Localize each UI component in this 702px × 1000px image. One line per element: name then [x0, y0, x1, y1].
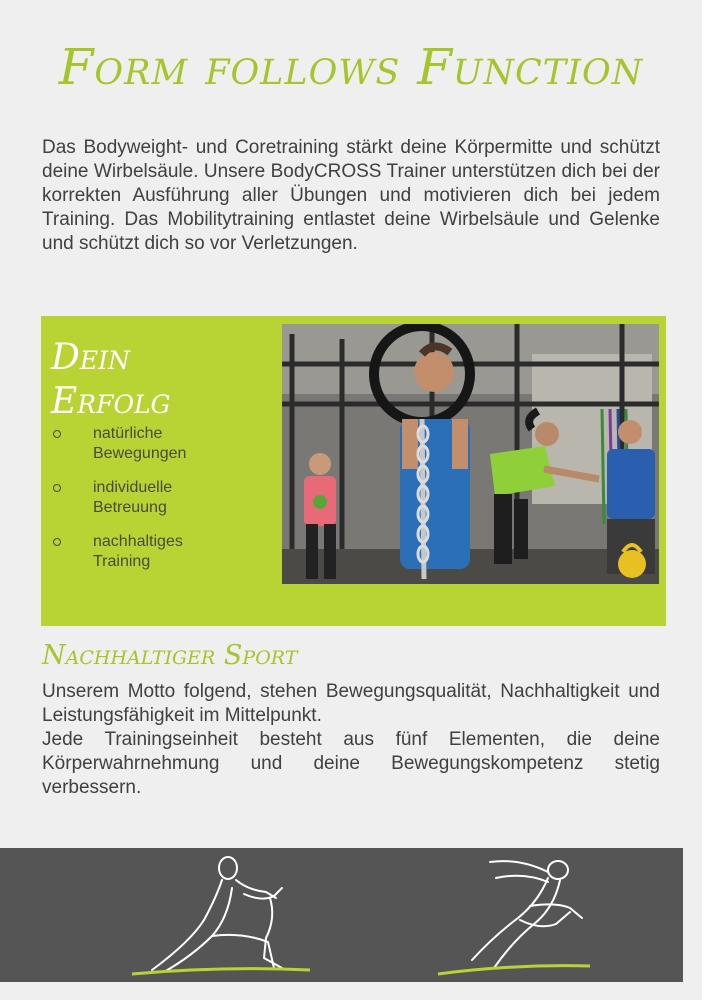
- section-paragraph-2: Jede Trainingseinheit besteht aus fünf Elementen, die deine Körperwahrnehmung und deine Bewegungskompetenz stetig verbessern.: [42, 729, 660, 798]
- list-item: [51, 478, 271, 518]
- success-heading-line1: Dein: [51, 337, 130, 378]
- athlete-figures: [0, 848, 683, 982]
- ground-line-icon: [132, 969, 310, 974]
- success-box: [41, 316, 666, 626]
- bullet-line2: Training: [93, 553, 151, 570]
- bullet-line1: natürliche: [93, 425, 163, 442]
- section-paragraph-1: Unserem Motto folgend, stehen Bewegungsqualität, Nachhaltigkeit und Leistungsfähigkeit im Mittelpunkt.: [42, 681, 660, 726]
- gym-training-photo: [282, 324, 659, 584]
- bullet-circle-icon: [53, 484, 61, 492]
- bullet-line2: Betreuung: [93, 499, 167, 516]
- sprinter-figure-icon: [472, 861, 582, 968]
- bullet-line1: nachhaltiges: [93, 533, 183, 550]
- success-heading-line2: Erfolg: [51, 381, 171, 422]
- bullet-line1: individuelle: [93, 479, 173, 496]
- section-heading: Nachhaltiger Sport: [42, 640, 298, 671]
- intro-paragraph: Das Bodyweight- und Coretraining stärkt deine Körpermitte und schützt deine Wirbelsäule. Unsere BodyCROSS Trainer unterstützen dich bei der korrekten Ausführung aller Übungen und motivieren dich bei jedem Training. Das Mobilitytraining entlastet deine Wirbelsäule und Gelenke und schützt dich so vor Verletzungen.: [42, 137, 660, 254]
- lunge-stretch-figure-icon: [152, 857, 282, 972]
- gym-scene-illustration: [282, 324, 659, 584]
- section-body: [42, 680, 660, 800]
- list-item: [51, 532, 271, 572]
- icon-band: [0, 848, 683, 982]
- success-heading: [51, 336, 271, 424]
- page-title: Form follows Function: [58, 38, 644, 96]
- bullet-circle-icon: [53, 538, 61, 546]
- bullet-circle-icon: [53, 430, 61, 438]
- benefits-list: [51, 424, 271, 586]
- ground-line-icon: [438, 966, 590, 974]
- bullet-line2: Bewegungen: [93, 445, 187, 462]
- list-item: [51, 424, 271, 464]
